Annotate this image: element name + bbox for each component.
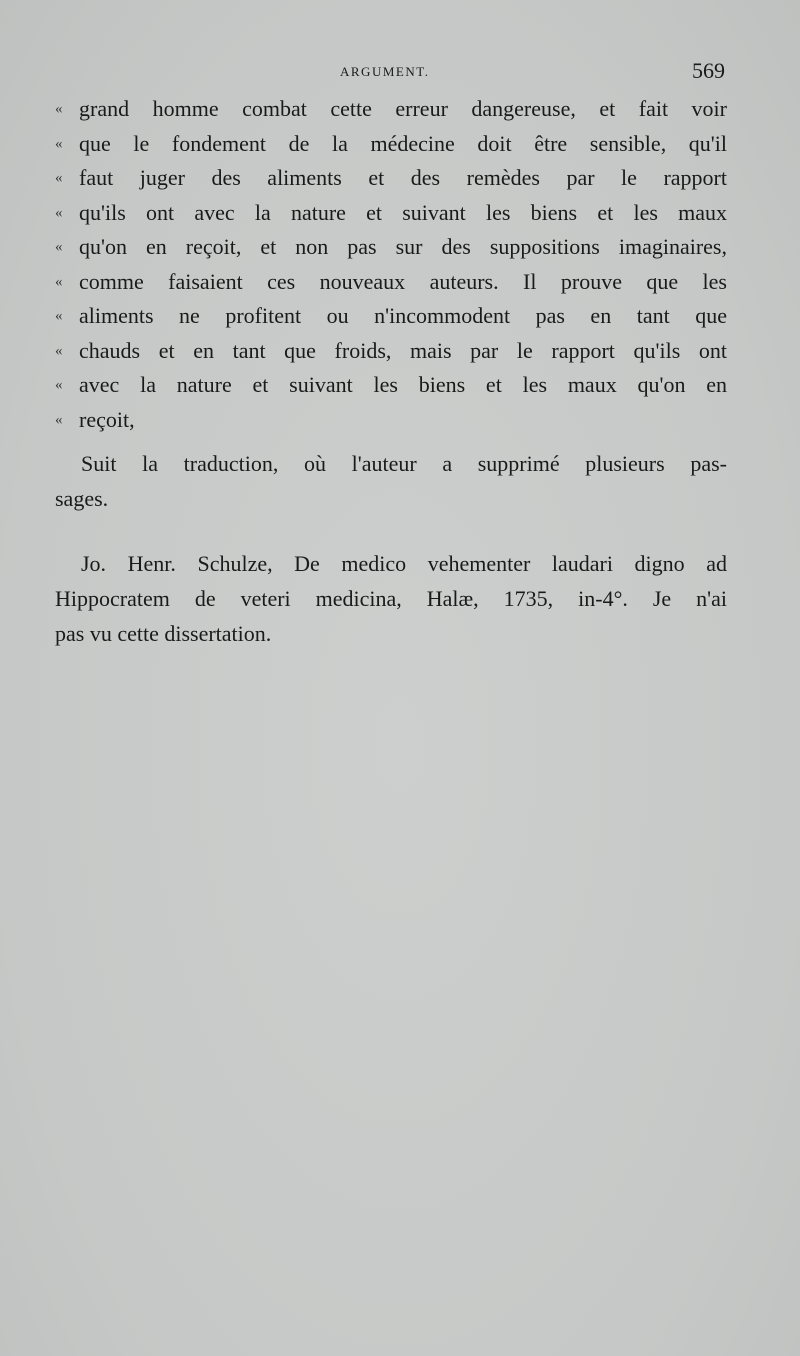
quote-line [55, 299, 727, 334]
quote-mark: « [55, 170, 63, 186]
paragraph-line: Suit la traduction, où l'auteur a supprimé plusieurs pas- [81, 451, 727, 476]
quote-line-text: qu'on en reçoit, et non pas sur des suppositions imaginaires, [79, 234, 727, 259]
quote-line-text: faut juger des aliments et des remèdes par le rapport [79, 165, 727, 190]
paragraph-line: sages. [55, 486, 109, 511]
quote-line-text: grand homme combat cette erreur dangereuse, et fait voir [79, 96, 727, 121]
quote-line [55, 230, 727, 265]
quote-line-text: avec la nature et suivant les biens et les maux qu'on en [79, 372, 727, 397]
quote-mark: « [55, 308, 63, 324]
quote-line [55, 127, 727, 162]
paragraph-line: Hippocratem de veteri medicina, Halæ, 1735, in-4°. Je n'ai [55, 586, 727, 611]
quote-line-text: aliments ne profitent ou n'incommodent pas en tant que [79, 303, 727, 328]
quote-line-text: reçoit, [79, 406, 135, 432]
quote-line-text: chauds et en tant que froids, mais par le rapport qu'ils ont [79, 337, 727, 363]
quote-mark: « [55, 135, 63, 152]
quote-line [55, 334, 727, 369]
quoted-passage [55, 92, 727, 437]
paragraph-line: pas vu cette dissertation. [55, 621, 272, 646]
page-header [0, 58, 800, 88]
page-number: 569 [692, 58, 725, 83]
quote-line [55, 92, 727, 127]
quote-line [55, 161, 727, 196]
quote-mark: « [55, 377, 63, 393]
quote-line [55, 368, 727, 403]
quote-mark: « [55, 239, 63, 255]
quote-mark: « [55, 273, 63, 290]
bibliographic-entry-paragraph [55, 546, 727, 651]
quote-mark: « [55, 411, 63, 428]
quote-line-text: qu'ils ont avec la nature et suivant les biens et les maux [79, 199, 727, 225]
translation-note-paragraph [55, 446, 727, 516]
quote-mark: « [55, 342, 63, 359]
quote-line-text: comme faisaient ces nouveaux auteurs. Il prouve que les [79, 268, 727, 294]
quote-line [55, 265, 727, 300]
running-title: ARGUMENT. [340, 64, 430, 79]
paragraph-line: Jo. Henr. Schulze, De medico vehementer laudari digno ad [81, 551, 727, 576]
quote-line [55, 403, 727, 438]
quote-mark: « [55, 101, 63, 117]
quote-line [55, 196, 727, 231]
quote-line-text: que le fondement de la médecine doit être sensible, qu'il [79, 130, 727, 156]
quote-mark: « [55, 204, 63, 221]
